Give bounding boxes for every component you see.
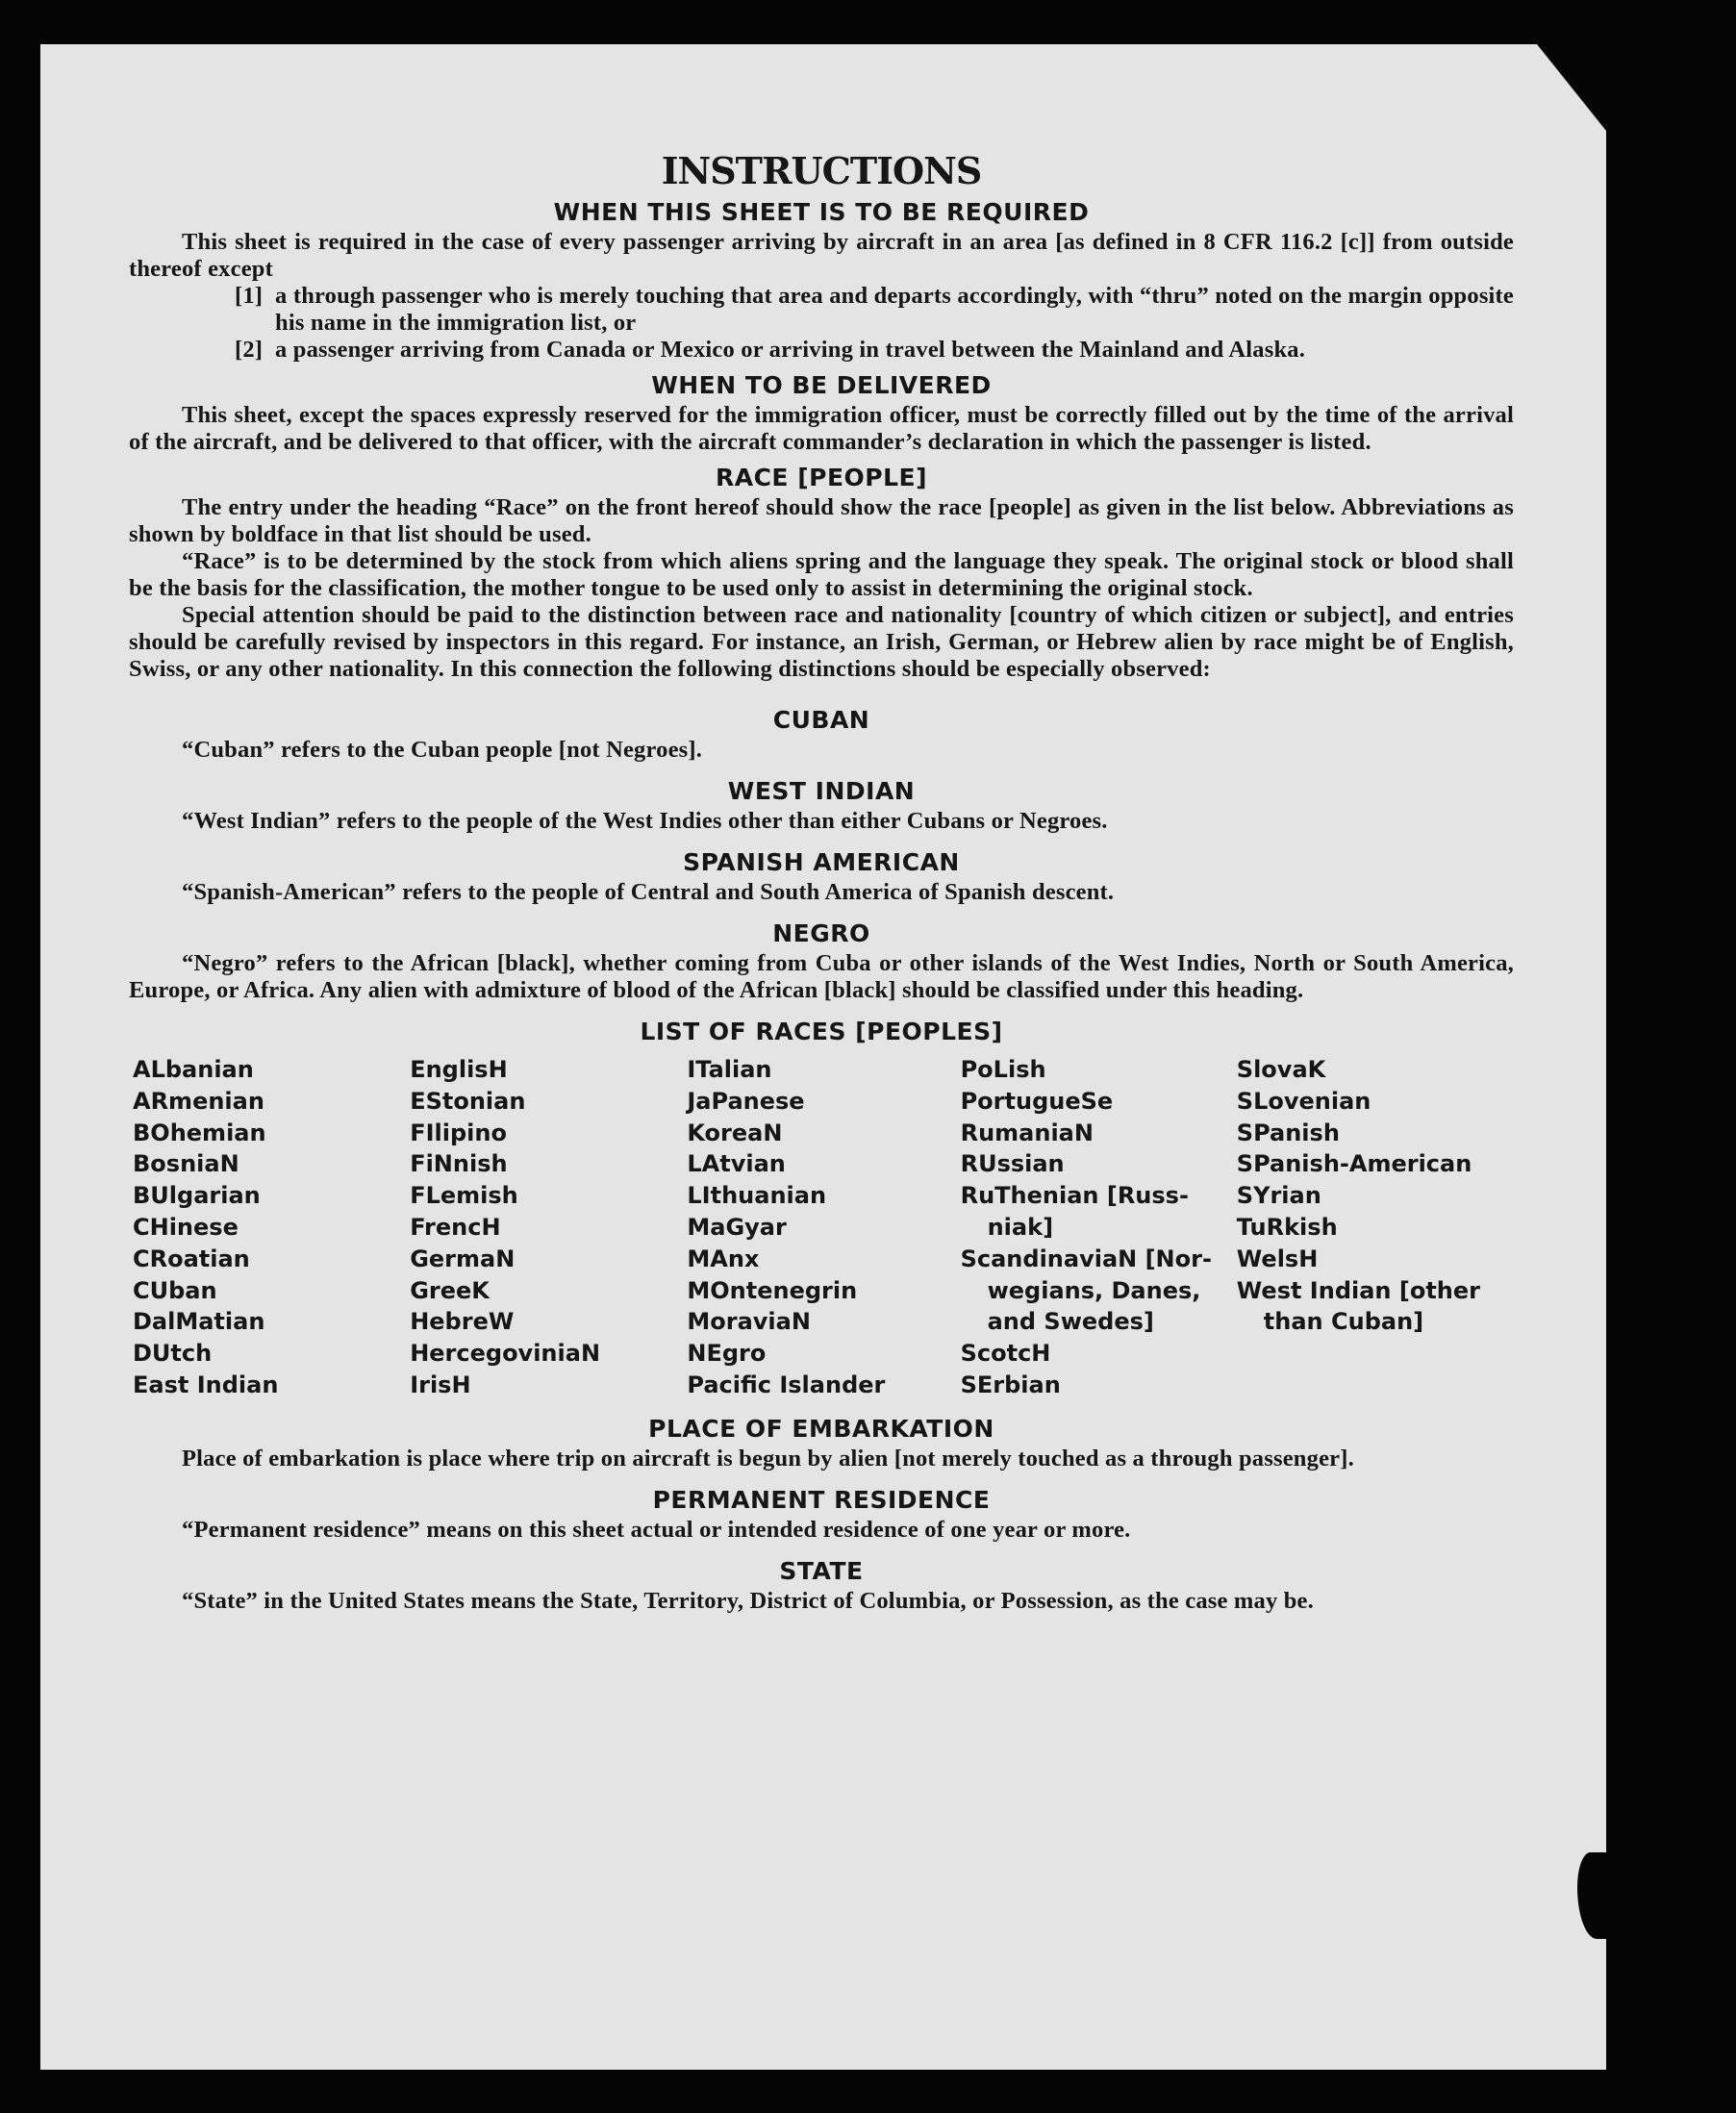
para-permanent-residence: “Permanent residence” means on this sheet actual or intended residence of one year or more.	[182, 1516, 1131, 1543]
race-item: FIlipino	[410, 1119, 507, 1146]
race-item: EnglisH	[410, 1056, 508, 1083]
instructions-body	[129, 150, 1514, 1615]
race-item: MAnx	[687, 1245, 760, 1272]
para-negro: “Negro” refers to the African [black], whether coming from Cuba or other islands of the West Indies, North or South America, Europe, or Africa. Any alien with admixture of blood of the African [black] should be classified under this heading.	[129, 950, 1514, 1003]
race-item: SErbian	[960, 1371, 1061, 1398]
race-item: SYrian	[1236, 1182, 1321, 1210]
exception-number: [2]	[235, 337, 264, 363]
race-item: Pacific Islander	[687, 1371, 886, 1398]
para-race-distinction: Special attention should be paid to the distinction between race and nationality [country of which citizen or subject], and entries should be carefully revised by inspectors in this regard. For instance, an Irish, German, or Hebrew alien by race might be of English, Swiss, or any other nationality. In this connection the following distinctions should be especially observed:	[129, 602, 1514, 682]
race-item: ScandinaviaN [Nor-	[960, 1245, 1212, 1272]
races-column-1	[133, 1054, 410, 1401]
page-title: INSTRUCTIONS	[661, 149, 982, 192]
races-column-5	[1237, 1054, 1514, 1401]
heading-state: STATE	[779, 1556, 864, 1585]
race-item: FrencH	[410, 1213, 501, 1241]
race-item: ARmenian	[133, 1087, 264, 1115]
para-when-delivered: This sheet, except the spaces expressly reserved for the immigration officer, must be correctly filled out by the time of the arrival of the aircraft, and be delivered to that officer, with the aircraft commander’s declaration in which the passenger is listed.	[129, 402, 1514, 455]
race-item: HebreW	[410, 1308, 515, 1336]
race-item: FiNnish	[410, 1150, 508, 1178]
race-item: EStonian	[410, 1087, 526, 1115]
race-item: LAtvian	[687, 1150, 786, 1178]
para-race-definition: “Race” is to be determined by the stock from which aliens spring and the language they speak. The original stock or blood shall be the basis for the classification, the mother tongue to be used only to assist in determining the original stock.	[129, 548, 1514, 601]
heading-west-indian: WEST INDIAN	[727, 777, 916, 805]
race-item: CUban	[133, 1276, 217, 1304]
race-item: HercegoviniaN	[410, 1340, 601, 1368]
race-item: JaPanese	[687, 1087, 805, 1115]
races-list	[133, 1054, 1514, 1401]
race-item-continued: niak]	[987, 1213, 1054, 1241]
race-item: BUlgarian	[133, 1182, 261, 1210]
race-item: SPanish	[1236, 1119, 1340, 1146]
race-item: CHinese	[133, 1213, 239, 1241]
para-place-of-embarkation: Place of embarkation is place where trip on aircraft is begun by alien [not merely touched as a through passenger].	[182, 1445, 1354, 1472]
race-item: KoreaN	[687, 1119, 783, 1146]
heading-negro: NEGRO	[772, 919, 870, 947]
race-item: RumaniaN	[960, 1119, 1094, 1146]
torn-edge	[1577, 1852, 1606, 1939]
exception-item	[129, 337, 1514, 364]
race-item: IrisH	[410, 1371, 471, 1398]
exception-item	[129, 283, 1514, 337]
race-item: MOntenegrin	[687, 1276, 858, 1304]
race-item: BOhemian	[133, 1119, 266, 1146]
race-item: FLemish	[410, 1182, 518, 1210]
race-item: NEgro	[687, 1340, 767, 1368]
race-item: BosniaN	[133, 1150, 239, 1178]
para-west-indian: “West Indian” refers to the people of the West Indies other than either Cubans or Negroes.	[182, 808, 1108, 834]
race-item: West Indian [other	[1236, 1276, 1480, 1304]
races-column-2	[410, 1054, 687, 1401]
heading-spanish-american: SPANISH AMERICAN	[683, 848, 960, 876]
para-cuban: “Cuban” refers to the Cuban people [not Negroes].	[182, 737, 703, 763]
race-item: MaGyar	[687, 1213, 787, 1241]
para-when-required: This sheet is required in the case of every passenger arriving by aircraft in an area [as defined in 8 CFR 116.2 [c]] from outside thereof except	[129, 229, 1514, 282]
race-item: DUtch	[133, 1340, 213, 1368]
folded-corner	[1537, 44, 1606, 131]
race-item-continued: than Cuban]	[1263, 1308, 1424, 1336]
race-item: CRoatian	[133, 1245, 250, 1272]
race-item: GermaN	[410, 1245, 516, 1272]
race-item: SPanish-American	[1236, 1150, 1472, 1178]
race-item: TuRkish	[1236, 1213, 1338, 1241]
race-item: ITalian	[687, 1056, 772, 1083]
race-item: RUssian	[960, 1150, 1065, 1178]
race-item: PortugueSe	[960, 1087, 1114, 1115]
race-item: SLovenian	[1236, 1087, 1371, 1115]
heading-list-of-races: LIST OF RACES [PEOPLES]	[640, 1018, 1003, 1045]
races-column-4	[961, 1054, 1237, 1401]
exception-text: a passenger arriving from Canada or Mexico or arriving in travel between the Mainland and Alaska.	[275, 337, 1306, 363]
race-item: ALbanian	[133, 1056, 254, 1083]
document-page	[40, 44, 1606, 2070]
heading-place-of-embarkation: PLACE OF EMBARKATION	[648, 1414, 994, 1443]
race-item: GreeK	[410, 1276, 490, 1304]
heading-cuban: CUBAN	[772, 706, 870, 734]
heading-permanent-residence: PERMANENT RESIDENCE	[652, 1485, 991, 1514]
exception-number: [1]	[235, 283, 264, 309]
race-item: DalMatian	[133, 1308, 265, 1336]
race-item: MoraviaN	[687, 1308, 811, 1336]
race-item: ScotcH	[960, 1340, 1051, 1368]
heading-when-delivered: WHEN TO BE DELIVERED	[651, 371, 992, 399]
exception-text: a through passenger who is merely touching that area and departs accordingly, with “thru” noted on the margin opposite his name in the immigration list, or	[275, 283, 1514, 336]
race-item: WelsH	[1236, 1245, 1319, 1272]
race-item: East Indian	[133, 1371, 279, 1398]
para-state: “State” in the United States means the State, Territory, District of Columbia, or Possession, as the case may be.	[182, 1587, 1314, 1614]
para-spanish-american: “Spanish-American” refers to the people of Central and South America of Spanish descent.	[182, 879, 1115, 905]
heading-when-required: WHEN THIS SHEET IS TO BE REQUIRED	[553, 198, 1090, 226]
races-column-3	[687, 1054, 960, 1401]
heading-race: RACE [PEOPLE]	[715, 464, 928, 491]
para-race-entry: The entry under the heading “Race” on the front hereof should show the race [people] as given in the list below. Abbreviations as shown by boldface in that list should be used.	[129, 494, 1514, 547]
race-item: LIthuanian	[687, 1182, 827, 1210]
race-item: PoLish	[960, 1056, 1046, 1083]
race-item: SlovaK	[1236, 1056, 1326, 1083]
race-item: RuThenian [Russ-	[960, 1182, 1189, 1210]
race-item-continued: wegians, Danes, and Swedes]	[987, 1276, 1201, 1336]
